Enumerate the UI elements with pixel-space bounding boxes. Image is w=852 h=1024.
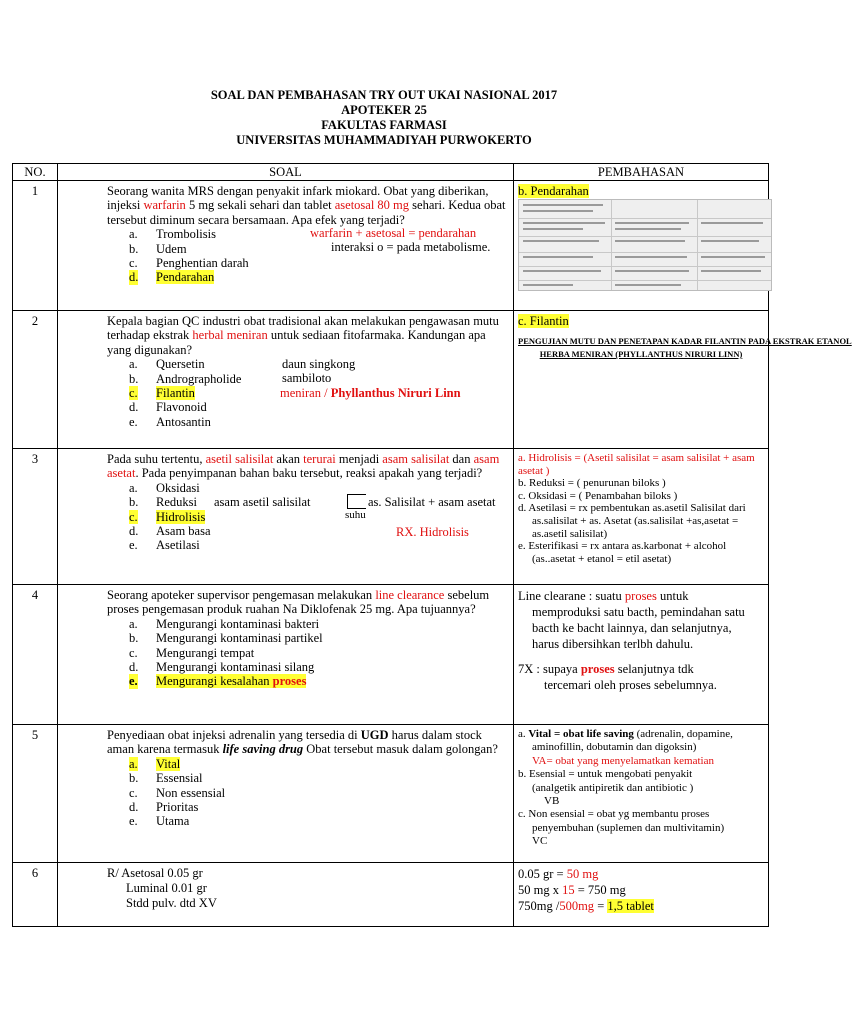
- question-stem: Seorang apoteker supervisor pengemasan melakukan line clearance sebelum proses pengemasan produk ruahan Na Diklofenak 25 mg. Apa tujuannya?: [107, 588, 490, 617]
- answer-cell: [514, 863, 769, 927]
- table-row: [13, 311, 769, 449]
- option-d[interactable]: d. Pendarahan: [129, 270, 215, 285]
- question-number: 2: [13, 311, 58, 449]
- option-a[interactable]: a. Trombolisis: [129, 227, 216, 242]
- option-e[interactable]: e. Asetilasi: [129, 538, 200, 553]
- answer-line: bacth ke bacht lainnya, dan selanjutnya,: [532, 621, 732, 635]
- reaction-product: as. Salisilat + asam asetat: [368, 495, 496, 509]
- question-stem: Seorang wanita MRS dengan penyakit infark miokard. Obat yang diberikan, injeksi warfarin 5 mg sekali sehari dan tablet asetosal 80 mg sehari. Kedua obat tersebut diminum secara bersamaan. Apa efek yang terjadi?: [107, 184, 506, 227]
- option-c[interactable]: c. Filantin: [129, 386, 195, 401]
- answer-line: 7X : supaya proses selanjutnya tdk: [518, 662, 694, 676]
- answer-line: memproduksi satu bacth, pemindahan satu: [532, 605, 745, 619]
- note-meniran: meniran / Phyllanthus Niruri Linn: [280, 386, 461, 400]
- option-a[interactable]: a. Vital: [129, 756, 181, 771]
- table-row: [13, 725, 769, 863]
- answer-line: VA= obat yang menyelamatkan kematian: [532, 754, 714, 767]
- answer-line: a. Vital = obat life saving (adrenalin, dopamine,: [518, 728, 733, 740]
- table-row: [13, 585, 769, 725]
- answer-line: b. Esensial = untuk mengobati penyakit: [518, 768, 693, 781]
- table-row: [13, 863, 769, 927]
- option-d[interactable]: d. Asam basa: [129, 524, 211, 539]
- option-c[interactable]: c. Mengurangi tempat: [129, 645, 255, 660]
- question-stem: Penyediaan obat injeksi adrenalin yang tersedia di UGD harus dalam stock aman karena termasuk life saving drug Obat tersebut masuk dalam golongan?: [107, 728, 498, 757]
- note-interaction: warfarin + asetosal = pendarahan: [310, 226, 477, 240]
- option-e[interactable]: e. Utama: [129, 814, 190, 829]
- option-b[interactable]: b. Reduksi: [129, 495, 197, 510]
- question-number: 4: [13, 585, 58, 725]
- interaction-table-image: [518, 199, 772, 291]
- answer-line: (as..asetat + etanol = etil asetat): [532, 552, 672, 565]
- answer-line: VC: [532, 835, 548, 848]
- answer-cell: [514, 725, 769, 863]
- option-b[interactable]: b. Mengurangi kontaminasi partikel: [129, 631, 323, 646]
- answer-line: 750mg /500mg = 1,5 tablet: [518, 899, 654, 913]
- answer-line: aminofillin, dobutamin dan digoksin): [532, 741, 697, 754]
- question-cell: [58, 311, 514, 449]
- question-number: 3: [13, 449, 58, 585]
- question-number: 5: [13, 725, 58, 863]
- question-stem: Kepala bagian QC industri obat tradisional akan melakukan pengawasan mutu terhadap ekstrak herbal meniran untuk sediaan fitofarmaka. Kandungan apa yang digunakan?: [107, 314, 499, 357]
- option-e[interactable]: e. Mengurangi kesalahan proses: [129, 674, 307, 689]
- option-c[interactable]: c. Non essensial: [129, 785, 226, 800]
- answer-line: 50 mg x 15 = 750 mg: [518, 883, 626, 897]
- note-sambiloto: sambiloto: [282, 371, 332, 385]
- question-number: 6: [13, 863, 58, 927]
- reaction-condition: suhu: [345, 509, 366, 521]
- answer-line: as.salisilat + as. Asetat (as.salisilat +as,asetat =: [532, 514, 739, 527]
- option-d[interactable]: d. Prioritas: [129, 800, 199, 815]
- question-cell: [58, 725, 514, 863]
- answer-line: c. Non esensial = obat yg membantu proses: [518, 808, 710, 821]
- answer-line: 0.05 gr = 50 mg: [518, 867, 599, 881]
- option-list: [107, 757, 509, 829]
- answer-line: VB: [544, 795, 560, 808]
- question-cell: [58, 181, 514, 311]
- answer-cell: [514, 311, 852, 449]
- answer-cell: [514, 585, 769, 725]
- option-c[interactable]: c. Penghentian darah: [129, 256, 249, 271]
- note-rx-hidrolisis: RX. Hidrolisis: [396, 525, 469, 539]
- option-a[interactable]: a. Quersetin: [129, 357, 205, 372]
- option-a[interactable]: a. Oksidasi: [129, 480, 200, 495]
- doc-subtitle-university: UNIVERSITAS MUHAMMADIYAH PURWOKERTO: [236, 133, 532, 147]
- col-soal-header: SOAL: [58, 164, 514, 181]
- doc-subtitle-apoteker: APOTEKER 25: [341, 103, 427, 117]
- option-c[interactable]: c. Hidrolisis: [129, 509, 206, 524]
- answer-line: (analgetik antipiretik dan antibiotic ): [532, 781, 694, 794]
- answer-line: c. Oksidasi = ( Penambahan biloks ): [518, 489, 678, 502]
- option-b[interactable]: b. Udem: [129, 241, 187, 256]
- option-d[interactable]: d. Flavonoid: [129, 400, 207, 415]
- option-e[interactable]: e. Antosantin: [129, 414, 211, 429]
- reaction-reactant: asam asetil salisilat: [214, 495, 311, 509]
- answer-label: c. Filantin: [518, 314, 569, 328]
- answer-line: Line clearane : suatu proses untuk: [518, 589, 689, 603]
- prescription-line: Stdd pulv. dtd XV: [126, 896, 217, 910]
- table-row: [13, 181, 769, 311]
- doc-subtitle-faculty: FAKULTAS FARMASI: [321, 118, 447, 132]
- answer-line: a. Hidrolisis = (Asetil salisilat = asam salisilat + asam asetat ): [518, 452, 755, 477]
- question-number: 1: [13, 181, 58, 311]
- note-metabolism: interaksi o = pada metabolisme.: [331, 240, 491, 254]
- option-list: [107, 481, 509, 553]
- answer-cell: [514, 181, 769, 311]
- prescription-line: R/ Asetosal 0.05 gr: [107, 866, 203, 880]
- answer-line: e. Esterifikasi = rx antara as.karbonat + alcohol: [518, 540, 727, 553]
- question-cell: [58, 449, 514, 585]
- answer-line: harus dibersihkan terlbh dahulu.: [532, 637, 694, 651]
- doc-title: SOAL DAN PEMBAHASAN TRY OUT UKAI NASIONAL 2017: [210, 88, 558, 102]
- col-pembahasan-header: PEMBAHASAN: [514, 164, 769, 181]
- question-stem: Pada suhu tertentu, asetil salisilat akan terurai menjadi asam salisilat dan asam asetat. Pada penyimpanan bahan baku tersebut, reaksi apakah yang terjadi?: [107, 452, 500, 481]
- option-a[interactable]: a. Mengurangi kontaminasi bakteri: [129, 616, 320, 631]
- option-list: [107, 617, 509, 689]
- answer-line: d. Asetilasi = rx pembentukan as.asetil Salisilat dari: [518, 502, 746, 515]
- answer-label: b. Pendarahan: [518, 184, 589, 198]
- option-d[interactable]: d. Mengurangi kontaminasi silang: [129, 660, 315, 675]
- prescription-line: Luminal 0.01 gr: [126, 881, 207, 895]
- option-b[interactable]: b. Essensial: [129, 771, 203, 786]
- question-table: [12, 163, 852, 927]
- question-cell: [58, 863, 514, 927]
- note-daun-singkong: daun singkong: [282, 357, 356, 371]
- thesis-title: PENGUJIAN MUTU DAN PENETAPAN KADAR FILANTIN PADA EKSTRAK ETANOL HERBA MENIRAN (PHYLLANTHUS NIRURI LINN): [518, 336, 852, 359]
- option-b[interactable]: b. Andrographolide: [129, 371, 242, 386]
- answer-line: tercemari oleh proses sebelumnya.: [544, 678, 717, 692]
- table-header-row: [13, 164, 769, 181]
- answer-line: b. Reduksi = ( penurunan biloks ): [518, 477, 666, 490]
- table-row: [13, 449, 769, 585]
- answer-cell: [514, 449, 769, 585]
- reaction-arrow-icon: [347, 494, 366, 509]
- question-cell: [58, 585, 514, 725]
- col-no-header: NO.: [13, 164, 58, 181]
- answer-line: penyembuhan (suplemen dan multivitamin): [532, 821, 725, 834]
- answer-line: as.asetil salisilat): [532, 527, 608, 540]
